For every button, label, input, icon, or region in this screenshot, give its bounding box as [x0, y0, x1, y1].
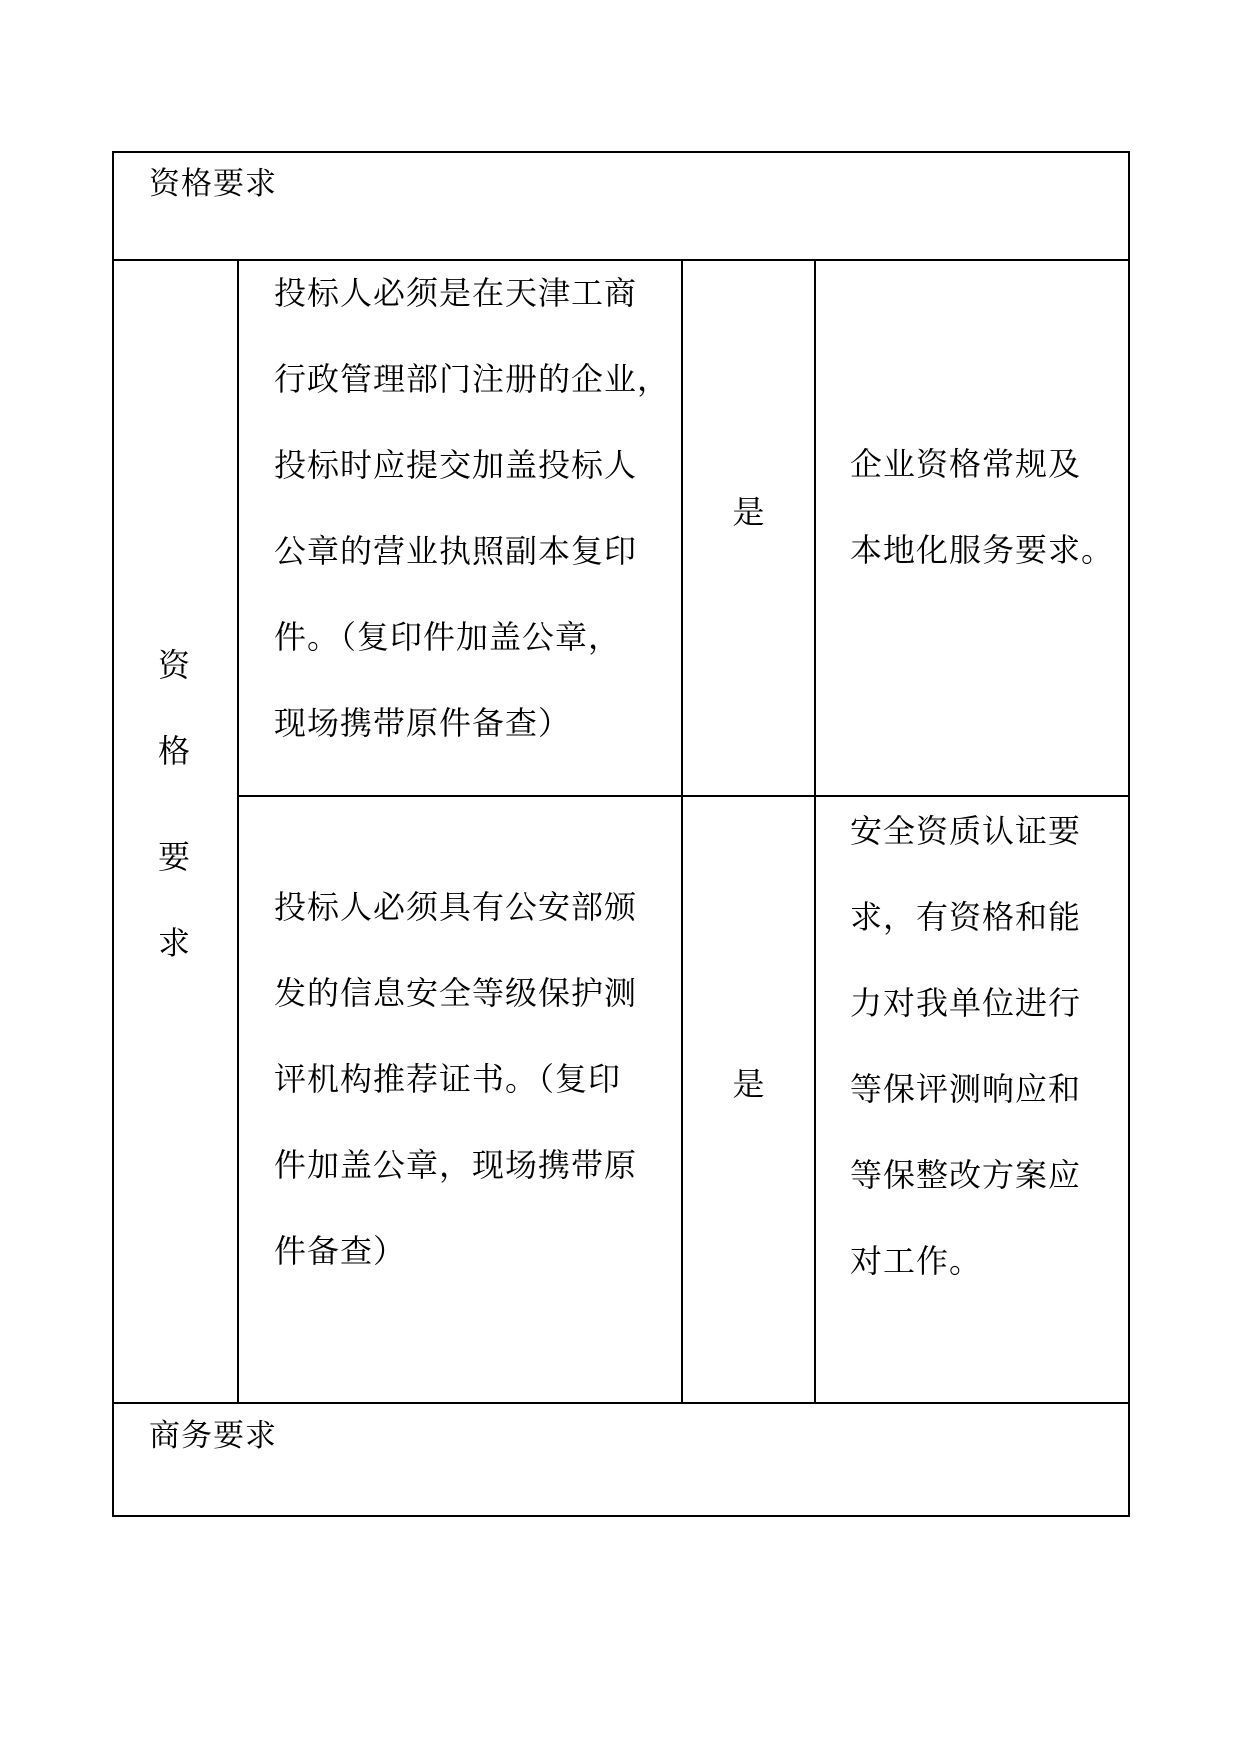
requirement-line: 投标人必须是在天津工商 — [274, 274, 638, 312]
note-line: 安全资质认证要 — [850, 812, 1082, 850]
side-label-char: 资 — [157, 646, 190, 684]
requirement-text — [274, 250, 670, 766]
mandatory-flag: 是 — [732, 1065, 765, 1103]
requirement-line: 公章的营业执照副本复印 — [274, 532, 638, 570]
note-line: 本地化服务要求。 — [850, 531, 1115, 569]
requirement-line: 件。（复印件加盖公章， — [274, 618, 622, 656]
note-line: 企业资格常规及 — [850, 445, 1082, 483]
table-rule — [112, 1402, 1130, 1404]
requirement-line: 件加盖公章，现场携带原 — [274, 1146, 638, 1184]
note-line: 力对我单位进行 — [850, 984, 1082, 1022]
section-header-qualification: 资格要求 — [149, 166, 277, 202]
requirement-line: 投标人必须具有公安部颁 — [274, 888, 638, 926]
table-rule — [814, 259, 816, 1404]
note-line: 等保评测响应和 — [850, 1070, 1082, 1108]
note-line: 求，有资格和能 — [850, 898, 1082, 936]
note-text — [850, 788, 1081, 1304]
requirement-line: 发的信息安全等级保护测 — [274, 974, 638, 1012]
side-label-char: 求 — [157, 924, 190, 962]
requirement-line: 行政管理部门注册的企业， — [274, 360, 671, 398]
requirement-line: 评机构推荐证书。（复印 — [274, 1060, 622, 1098]
note-line: 对工作。 — [850, 1242, 983, 1280]
requirement-line: 投标时应提交加盖投标人 — [274, 446, 638, 484]
requirement-line: 件备查） — [274, 1232, 407, 1270]
mandatory-flag: 是 — [732, 493, 765, 531]
note-text — [850, 421, 1114, 593]
section-header-business: 商务要求 — [149, 1418, 277, 1454]
side-label-char: 要 — [157, 838, 190, 876]
table-rule — [681, 259, 683, 1404]
table-rule — [237, 259, 239, 1404]
requirement-text — [274, 864, 637, 1294]
side-label-char: 格 — [157, 732, 190, 770]
note-line: 等保整改方案应 — [850, 1156, 1082, 1194]
requirement-line: 现场携带原件备查） — [274, 704, 572, 742]
